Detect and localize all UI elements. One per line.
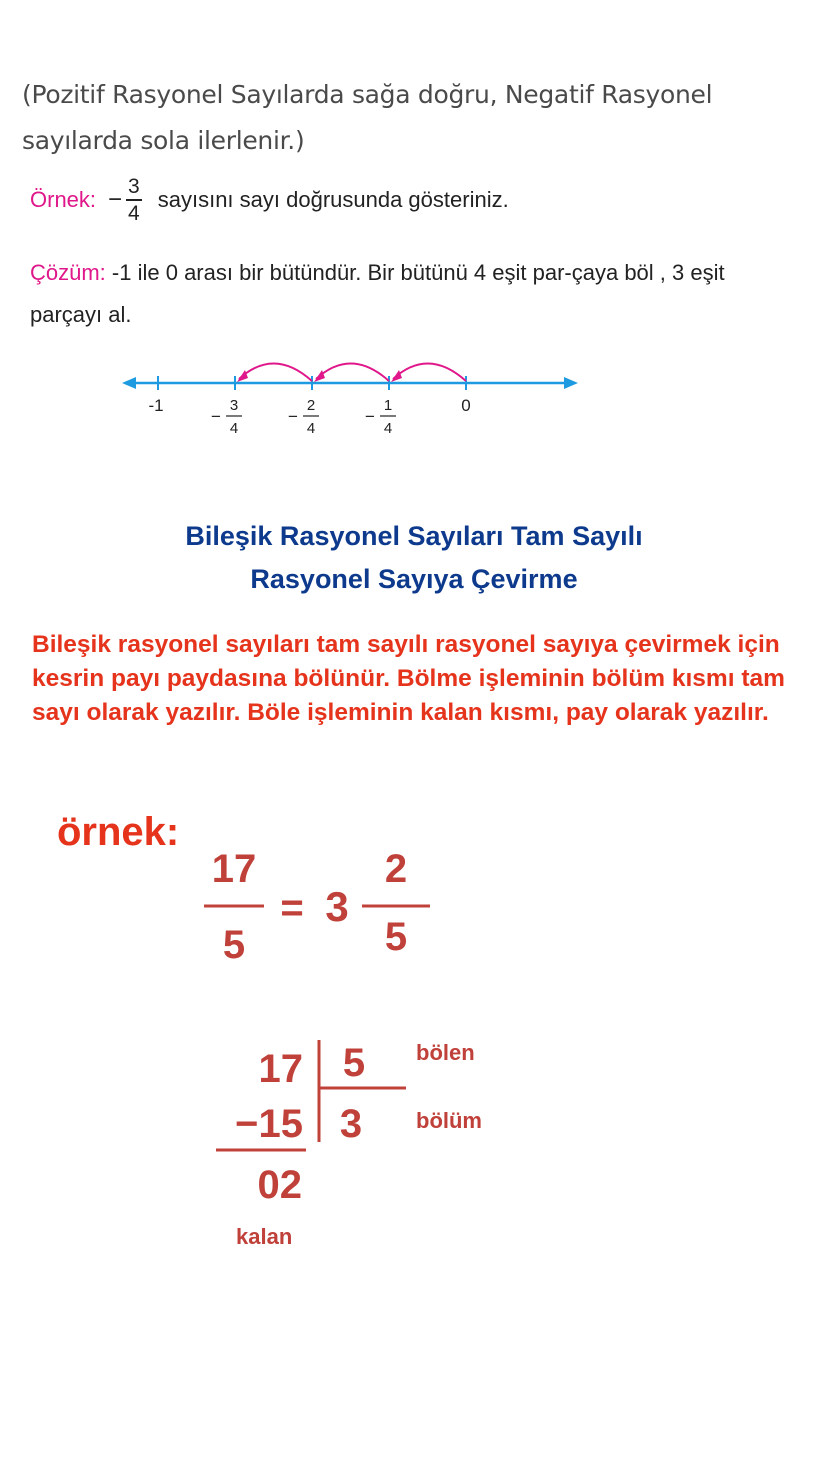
long-division bbox=[210, 1030, 530, 1260]
tick-label: -1 bbox=[148, 396, 164, 415]
fraction-bar bbox=[126, 199, 142, 201]
tick-label-numerator: 3 bbox=[229, 397, 239, 414]
note-text: (Pozitif Rasyonel Sayılarda sağa doğru, Negatif Rasyonel sayılarda sola ilerlenir.) bbox=[22, 80, 713, 155]
rhs-numerator: 2 bbox=[384, 847, 408, 891]
jump-arc bbox=[316, 363, 389, 381]
fraction-numerator: 3 bbox=[128, 175, 140, 199]
mixed-number-equation bbox=[200, 840, 440, 970]
right-arrowhead-icon bbox=[564, 377, 578, 389]
section-title-line2: Rasyonel Sayıya Çevirme bbox=[250, 564, 578, 594]
divisor: 5 bbox=[342, 1041, 366, 1085]
jump-arrow-icon bbox=[237, 370, 248, 382]
tick-label-sign: − bbox=[288, 407, 298, 426]
example2-label: örnek: bbox=[57, 810, 180, 854]
number-line bbox=[110, 345, 590, 445]
rhs-denominator: 5 bbox=[384, 915, 408, 959]
tick-label-numerator: 1 bbox=[383, 397, 393, 414]
fraction-denominator: 4 bbox=[128, 201, 140, 225]
example-line bbox=[30, 172, 509, 228]
jump-arrow-icon bbox=[391, 370, 402, 382]
tick-label-numerator: 2 bbox=[306, 397, 316, 414]
tick-label-denominator: 4 bbox=[229, 420, 239, 437]
example-label: Örnek: bbox=[30, 187, 97, 212]
tick-label-denominator: 4 bbox=[306, 420, 316, 437]
quotient-label: bölüm bbox=[416, 1108, 482, 1133]
lhs-numerator: 17 bbox=[211, 847, 257, 891]
left-arrowhead-icon bbox=[122, 377, 136, 389]
solution-text: -1 ile 0 arası bir bütündür. Bir bütünü 4 eşit par-çaya böl , 3 eşit parçayı al. bbox=[30, 260, 725, 327]
divisor-label: bölen bbox=[416, 1040, 475, 1065]
lhs-denominator: 5 bbox=[222, 923, 246, 967]
tick-label: 0 bbox=[461, 396, 471, 415]
tick-label-denominator: 4 bbox=[383, 420, 393, 437]
solution-label: Çözüm: bbox=[30, 260, 106, 285]
jump-arc bbox=[239, 363, 312, 381]
example-text: sayısını sayı doğrusunda gösteriniz. bbox=[157, 187, 509, 212]
remainder-label: kalan bbox=[236, 1224, 293, 1249]
tick-label-sign: − bbox=[211, 407, 221, 426]
solution-paragraph bbox=[30, 252, 750, 336]
quotient: 3 bbox=[339, 1102, 363, 1146]
section-title bbox=[0, 515, 828, 601]
tick-label-sign: − bbox=[365, 407, 375, 426]
section-title-line1: Bileşik Rasyonel Sayıları Tam Sayılı bbox=[185, 521, 643, 551]
equals-sign: = bbox=[280, 886, 304, 930]
jump-arc bbox=[393, 363, 466, 381]
minus-sign: − bbox=[108, 186, 123, 213]
remainder: 02 bbox=[257, 1163, 302, 1207]
whole-part: 3 bbox=[325, 883, 349, 930]
dividend: 17 bbox=[258, 1047, 303, 1091]
jump-arrow-icon bbox=[314, 370, 325, 382]
section-description: Bileşik rasyonel sayıları tam sayılı rasyonel sayıya çevirmek için kesrin payı paydasına bölünür. Bölme işleminin bölüm kısmı tam sayı olarak yazılır. Böle işleminin kalan kısmı, pay olarak yazılır. bbox=[32, 631, 785, 726]
subtrahend: −15 bbox=[235, 1102, 303, 1146]
fraction bbox=[126, 176, 142, 224]
